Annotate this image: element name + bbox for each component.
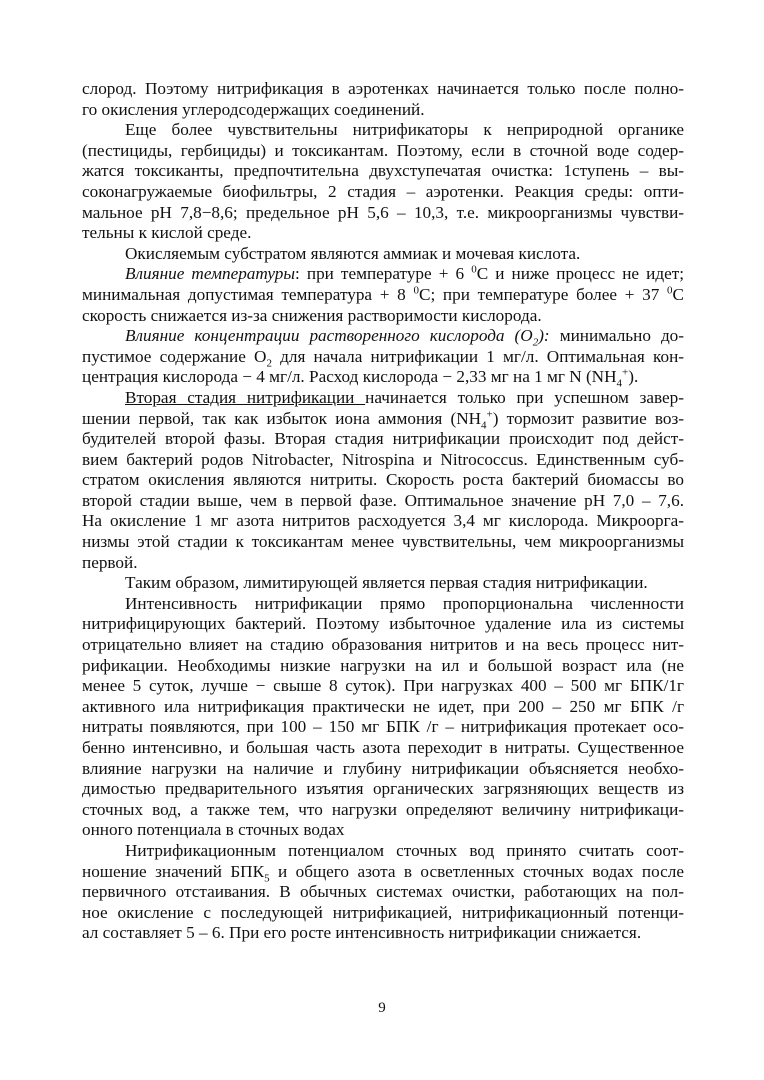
underlined-heading: Вторая стадия нитрификации — [125, 387, 366, 407]
text-line: го окисления углеродсодержащих соединений. — [82, 99, 425, 119]
text-line: пустимое содержание $O_2$ для начала нитрификации 1 мг/л. Оптимальная кон- — [82, 346, 684, 370]
text-line: Влияние концентрации растворенного кислорода $(O_2)$: минимально до- — [125, 326, 685, 349]
text-line: влияние нагрузки на наличие и глубину нитрификации объясняется необхо- — [82, 758, 684, 778]
text-line: второй стадии выше, чем в первой фазе. Оптимальное значение рН 7,0 – 7,6. — [82, 490, 684, 510]
text-line: тельны к кислой среде. — [82, 223, 252, 243]
text-line: скорость снижается из-за снижения растворимости кислорода. — [82, 305, 542, 325]
text-line: Нитрификационным потенциалом сточных вод принято считать соот- — [125, 840, 684, 860]
text-line: менее 5 суток, лучше − свыше 8 суток). При нагрузках 400 – 500 мг БПК/1г — [82, 676, 684, 696]
italic-heading: Влияние температуры — [125, 264, 296, 284]
text-line: отрицательно влияет на стадию образования нитритов и на весь процесс нит- — [82, 635, 684, 655]
text-line: Окисляемым субстратом являются аммиак и мочевая кислота. — [125, 243, 581, 263]
text-line: мальное рН 7,8−8,6; предельное рН 5,6 – 10,3, т.е. микроорганизмы чувстви- — [82, 202, 684, 222]
text-line: будителей второй фазы. Вторая стадия нитрификации происходит под дейст- — [82, 429, 684, 449]
text-line: стратом окисления являются нитриты. Скорость роста бактерий биомассы во — [82, 470, 684, 490]
text-line: онного потенциала в сточных водах — [82, 820, 345, 840]
text-line: жатся токсиканты, предпочтительна двухступечатая очистка: 1ступень – вы- — [82, 161, 684, 181]
page-number: 9 — [378, 1000, 386, 1016]
text-line: Еще более чувствительны нитрификаторы к неприродной органике — [125, 120, 684, 140]
text-line: ношение значений $БПК_5$ и общего азота в осветленных сточных водах после — [82, 861, 684, 884]
text-line: бенно интенсивно, и большая часть азота переходит в нитраты. Существенное — [82, 738, 684, 757]
text-line: первичного отстаивания. В обычных системах очистки, работающих на пол- — [82, 882, 684, 902]
text-line: низмы этой стадии к токсикантам менее чувствительны, чем микроорганизмы — [82, 532, 684, 552]
text-line: центрация кислорода − 4 мг/л. Расход кислорода − 2,33 мг на 1 мг N $(NH_4^+)$. — [82, 366, 639, 390]
text-line: слород. Поэтому нитрификация в аэротенках начинается только после полно- — [82, 79, 684, 98]
text-line: Интенсивность нитрификации прямо пропорциональна численности — [125, 593, 684, 613]
text-line: шении первой, так как избыток иона аммония $(NH_4^+)$ тормозит развитие воз- — [82, 407, 684, 431]
text-line: ал составляет 5 – 6. При его росте интенсивность нитрификации снижается. — [82, 923, 642, 943]
text-line: На окисление 1 мг азота нитритов расходуется 3,4 мг кислорода. Микроорга- — [82, 511, 684, 531]
italic-heading: Влияние концентрации растворенного кислорода $(O_2)$: — [125, 326, 550, 349]
text-line: Влияние температуры: при температуре + 6 $^0$С и ниже процесс не идет; — [125, 263, 684, 284]
text-line: вием бактерий родов Nitrobacter, Nitrospina и Nitrococcus. Единственным суб- — [82, 449, 684, 469]
text-line: димостью предварительного изъятия органических загрязняющих веществ из — [82, 779, 684, 799]
text-line: рификации. Необходимы низкие нагрузки на ил и большой возраст ила (не — [82, 655, 684, 675]
text-line: Таким образом, лимитирующей является первая стадия нитрификации. — [125, 573, 648, 593]
text-line: (пестициды, гербициды) и токсикантам. Поэтому, если в сточной воде содер- — [82, 140, 684, 160]
text-line: нитрифицирующих бактерий. Поэтому избыточное удаление ила из системы — [82, 614, 684, 634]
text-line: сточных вод, а также тем, что нагрузки определяют величину нитрификаци- — [82, 799, 684, 819]
text-line: минимальная допустимая температура + 8 $^0$С; при температуре более + 37 $^0$С — [82, 284, 684, 304]
text-line: первой. — [82, 552, 138, 572]
page-body — [82, 79, 684, 944]
text-line: нитраты появляются, при 100 – 150 мг БПК /г – нитрификация протекает осо- — [82, 717, 684, 737]
text-line: активного ила нитрификация практически не идет, при 200 – 250 мг БПК /г — [82, 696, 684, 716]
text-line: ное окисление с последующей нитрификацией, нитрификационный потенци- — [82, 902, 684, 922]
text-line: Вторая стадия нитрификации начинается только при успешном завер- — [125, 387, 684, 407]
text-line: соконагружаемые биофильтры, 2 стадия – аэротенки. Реакция среды: опти- — [82, 181, 684, 201]
